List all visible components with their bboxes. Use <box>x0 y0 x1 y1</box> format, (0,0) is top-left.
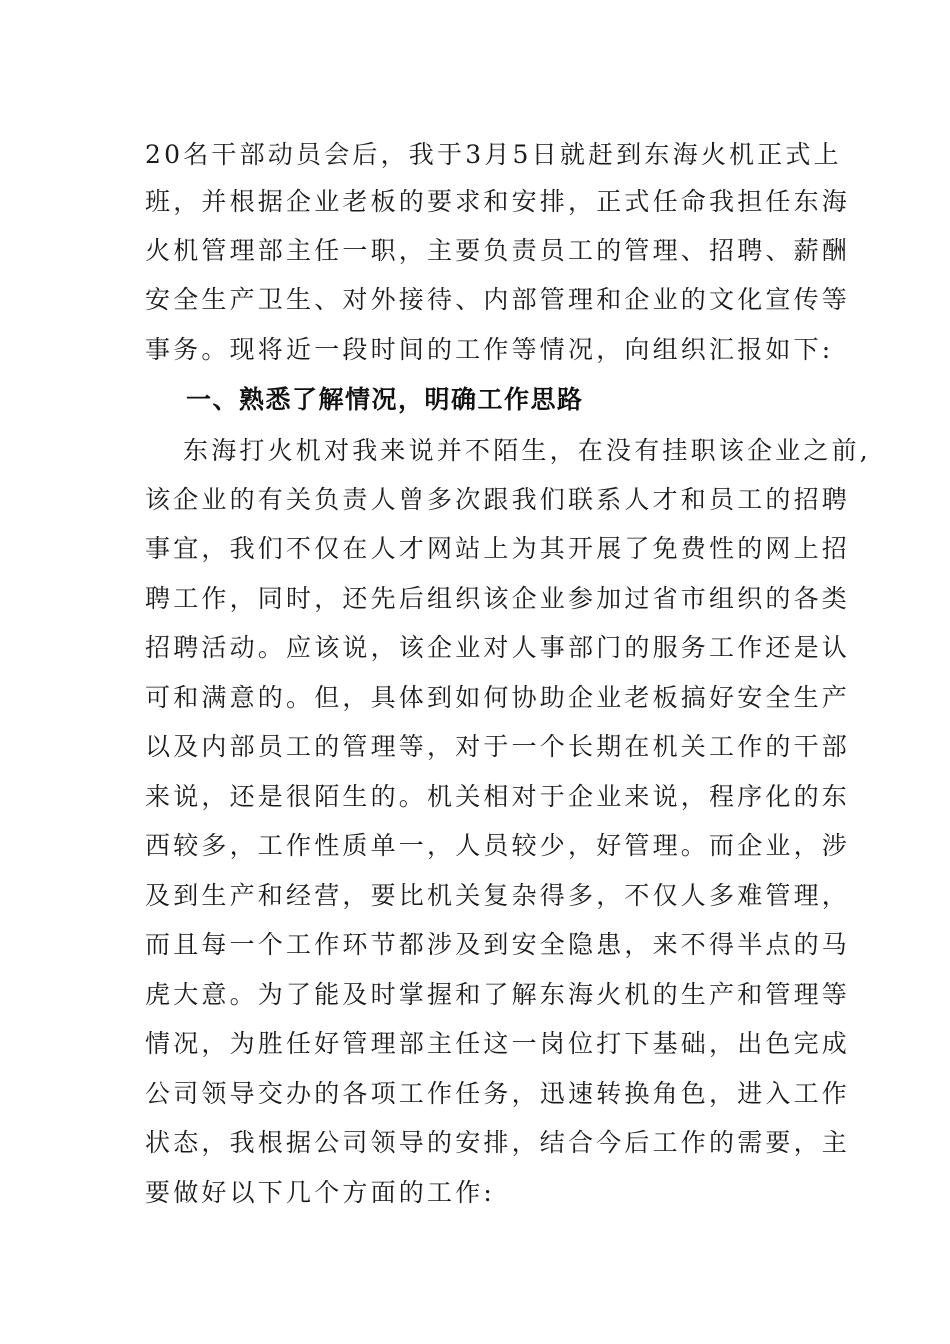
intro-line: 班，并根据企业老板的要求和安排，正式任命我担任东海 <box>145 187 851 216</box>
body-line: 招聘活动。应该说，该企业对人事部门的服务工作还是认 <box>145 633 851 662</box>
intro-line: 20名干部动员会后，我于3月5日就赶到东海火机正式上 <box>145 140 842 169</box>
body-line: 状态，我根据公司领导的安排，结合今后工作的需要，主 <box>145 1128 851 1157</box>
body-line: 要做好以下几个方面的工作: <box>145 1178 496 1207</box>
body-line: 东海打火机对我来说并不陌生，在没有挂职该企业之前, <box>183 436 871 465</box>
body-line: 以及内部员工的管理等，对于一个长期在机关工作的干部 <box>145 732 851 761</box>
section-heading: 一、熟悉了解情况，明确工作思路 <box>186 385 584 414</box>
body-line: 西较多，工作性质单一，人员较少，好管理。而企业，涉 <box>145 831 851 860</box>
body-line: 公司领导交办的各项工作任务，迅速转换角色，进入工作 <box>145 1079 851 1108</box>
body-line: 聘工作，同时，还先后组织该企业参加过省市组织的各类 <box>145 584 851 613</box>
body-line: 情况，为胜任好管理部主任这一岗位打下基础，出色完成 <box>145 1029 851 1058</box>
body-line: 及到生产和经营，要比机关复杂得多，不仅人多难管理， <box>145 881 851 910</box>
body-line: 而且每一个工作环节都涉及到安全隐患，来不得半点的马 <box>145 930 851 959</box>
body-line: 事宜，我们不仅在人才网站上为其开展了免费性的网上招 <box>145 534 851 563</box>
body-line: 虎大意。为了能及时掌握和了解东海火机的生产和管理等 <box>145 980 851 1009</box>
intro-line: 火机管理部主任一职，主要负责员工的管理、招聘、薪酬 <box>145 236 851 265</box>
intro-line: 安全生产卫生、对外接待、内部管理和企业的文化宣传等 <box>145 285 851 314</box>
body-line: 该企业的有关负责人曾多次跟我们联系人才和员工的招聘 <box>145 485 851 514</box>
body-line: 来说，还是很陌生的。机关相对于企业来说，程序化的东 <box>145 782 851 811</box>
intro-line: 事务。现将近一段时间的工作等情况，向组织汇报如下: <box>145 335 834 364</box>
body-line: 可和满意的。但，具体到如何协助企业老板搞好安全生产 <box>145 683 851 712</box>
